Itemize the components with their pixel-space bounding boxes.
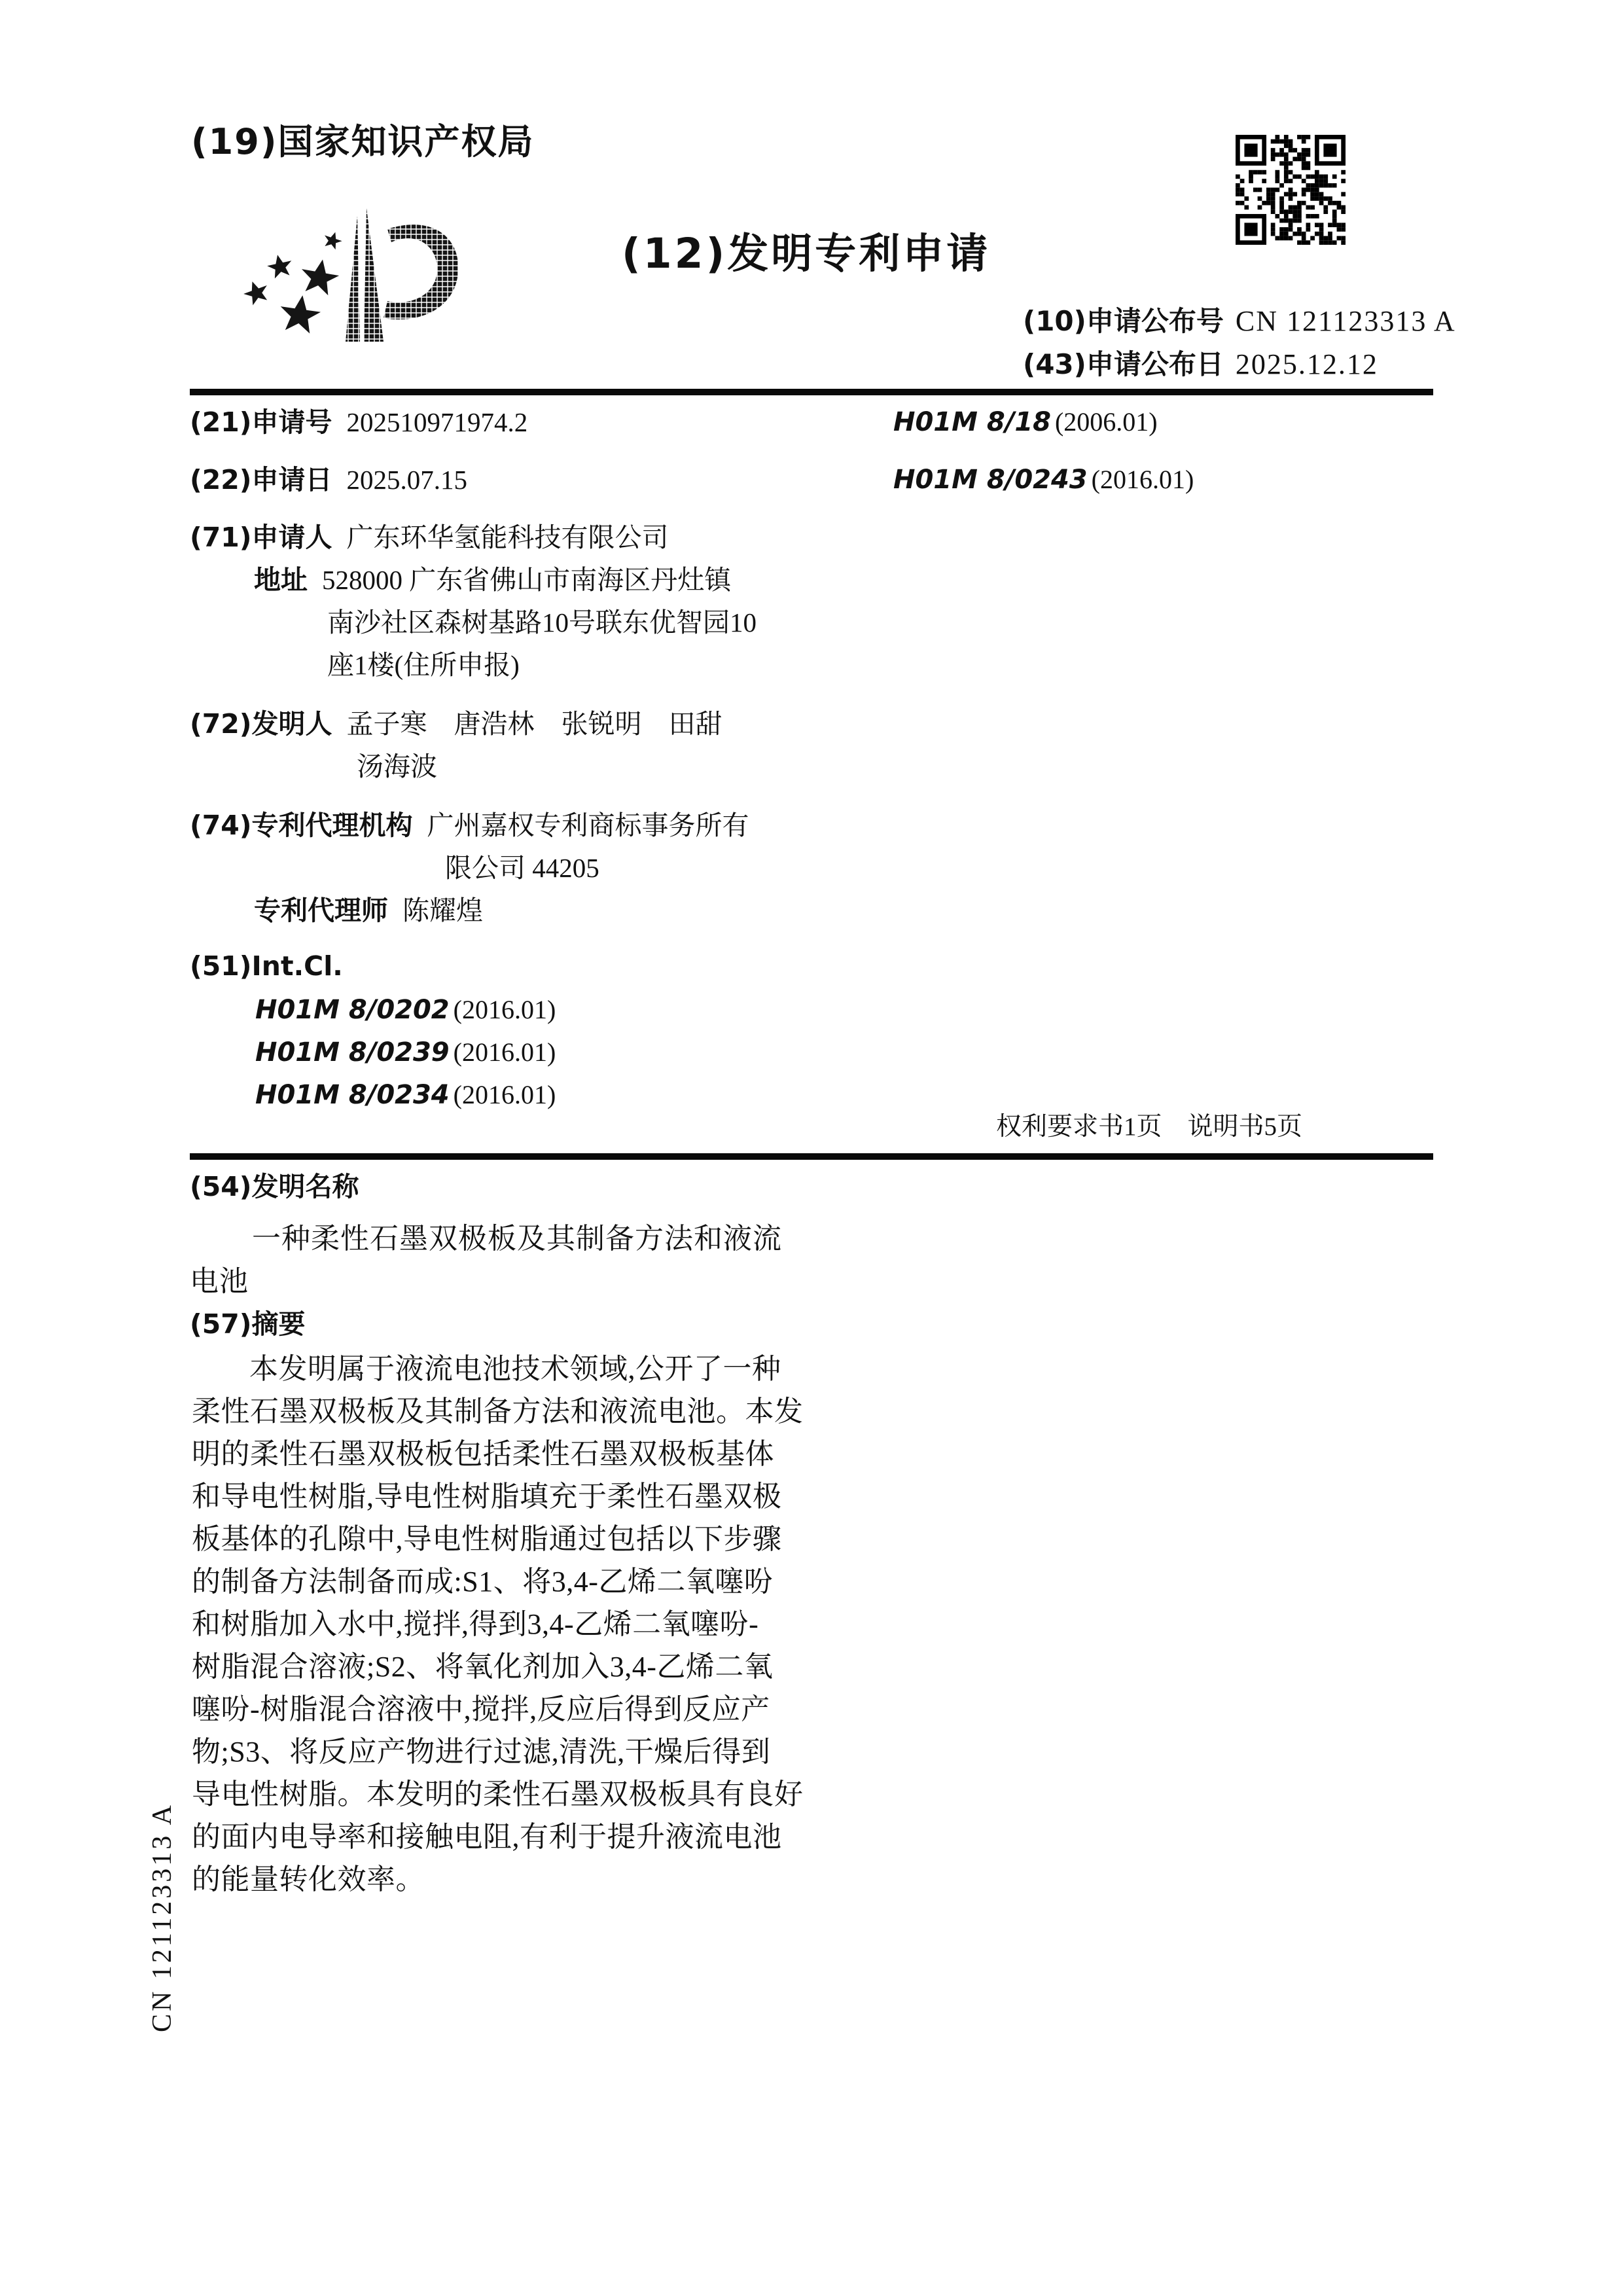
address-line-3: 座1楼(住所申报) [327, 650, 520, 680]
ipc-version: (2016.01) [1091, 465, 1194, 494]
abstract-line: 的面内电导率和接触电阻,有利于提升液流电池 [192, 1821, 782, 1853]
ipc-code: H01M 8/18 [893, 407, 1051, 437]
field-21-value: 202510971974.2 [346, 407, 528, 437]
field-72-label: (72)发明人 [190, 708, 332, 740]
cnipa-logo [236, 190, 484, 373]
field-71-label: (71)申请人 [190, 522, 332, 553]
publication-date-row [1023, 348, 1378, 382]
ipc-version: (2016.01) [453, 995, 556, 1024]
agent-label: 专利代理师 [254, 895, 388, 926]
side-publication-code: CN 121123313 A [147, 1803, 177, 2032]
ipc-version: (2016.01) [453, 1037, 556, 1067]
invention-title-line-1: 一种柔性石墨双极板及其制备方法和液流 [252, 1222, 782, 1255]
pub-date-label: (43)申请公布日 [1023, 348, 1224, 380]
abstract-line: 和导电性树脂,导电性树脂填充于柔性石墨双极 [192, 1480, 782, 1513]
field-74 [190, 810, 749, 841]
ipc-code: H01M 8/0202 [255, 995, 450, 1025]
abstract-line: 明的柔性石墨双极板包括柔性石墨双极板基体 [192, 1438, 774, 1470]
field-57-label: (57)摘要 [190, 1308, 306, 1340]
pub-date-value: 2025.12.12 [1235, 348, 1378, 380]
abstract-line: 本发明属于液流电池技术领域,公开了一种 [249, 1353, 781, 1385]
cnipa-logo-graphic [236, 190, 484, 373]
issuing-office: (19)国家知识产权局 [191, 121, 535, 162]
field-72 [190, 709, 722, 740]
field-74-label: (74)专利代理机构 [190, 810, 413, 841]
abstract-line: 的能量转化效率。 [192, 1863, 425, 1895]
abstract-line: 导电性树脂。本发明的柔性石墨双极板具有良好 [192, 1778, 804, 1810]
agent-row [254, 895, 483, 926]
abstract-line: 噻吩-树脂混合溶液中,搅拌,反应后得到反应产 [192, 1693, 770, 1725]
address-line-1: 528000 广东省佛山市南海区丹灶镇 [322, 565, 732, 595]
ipc-code: H01M 8/0239 [255, 1037, 450, 1067]
ipc-version: (2016.01) [453, 1080, 556, 1109]
field-21 [190, 407, 527, 438]
agency-name-line-2: 限公司 44205 [445, 853, 599, 883]
field-71 [190, 522, 669, 553]
qr-code [1236, 135, 1346, 245]
abstract-line: 物;S3、将反应产物进行过滤,清洗,干燥后得到 [192, 1736, 771, 1768]
field-21-label: (21)申请号 [190, 406, 332, 438]
field-22 [190, 465, 467, 495]
ipc-left-2 [255, 1080, 556, 1110]
ipc-left-1 [255, 1037, 556, 1067]
field-22-value: 2025.07.15 [346, 465, 468, 495]
pub-no-label: (10)申请公布号 [1023, 305, 1224, 337]
abstract-line: 和树脂加入水中,搅拌,得到3,4-乙烯二氧噻吩- [192, 1608, 759, 1640]
document-type-title: (12)发明专利申请 [622, 230, 991, 278]
field-54-label: (54)发明名称 [190, 1171, 359, 1202]
field-51-label: (51)Int.Cl. [190, 950, 343, 982]
address-row [254, 565, 731, 596]
ipc-code: H01M 8/0243 [893, 465, 1088, 495]
inventor-names-line-1: 孟子寒 唐浩林 张锐明 田甜 [346, 709, 722, 739]
pub-no-value: CN 121123313 A [1235, 305, 1456, 337]
publication-number-row [1023, 305, 1456, 338]
agency-name-line-1: 广州嘉权专利商标事务所有 [427, 810, 749, 840]
address-line-2: 南沙社区森树基路10号联东优智园10 [327, 607, 757, 637]
agent-name: 陈耀煌 [402, 895, 483, 925]
pages-note: 权利要求书1页 说明书5页 [995, 1113, 1302, 1141]
header-divider-rule [190, 389, 1433, 395]
inventor-names-line-2: 汤海波 [357, 751, 437, 781]
abstract-line: 板基体的孔隙中,导电性树脂通过包括以下步骤 [192, 1523, 782, 1555]
biblio-divider-rule [190, 1153, 1433, 1160]
address-label: 地址 [254, 564, 308, 596]
invention-title-line-2: 电池 [190, 1265, 249, 1298]
ipc-right-0 [893, 407, 1158, 437]
ipc-right-1 [893, 465, 1194, 495]
abstract-line: 的制备方法制备而成:S1、将3,4-乙烯二氧噻吩 [192, 1566, 774, 1598]
abstract-line: 树脂混合溶液;S2、将氧化剂加入3,4-乙烯二氧 [192, 1651, 774, 1683]
ipc-code: H01M 8/0234 [255, 1080, 450, 1110]
applicant-name: 广东环华氢能科技有限公司 [346, 522, 669, 552]
abstract-line: 柔性石墨双极板及其制备方法和液流电池。本发 [192, 1395, 804, 1427]
field-22-label: (22)申请日 [190, 464, 332, 495]
ipc-left-0 [255, 995, 556, 1025]
ipc-version: (2006.01) [1054, 407, 1158, 437]
